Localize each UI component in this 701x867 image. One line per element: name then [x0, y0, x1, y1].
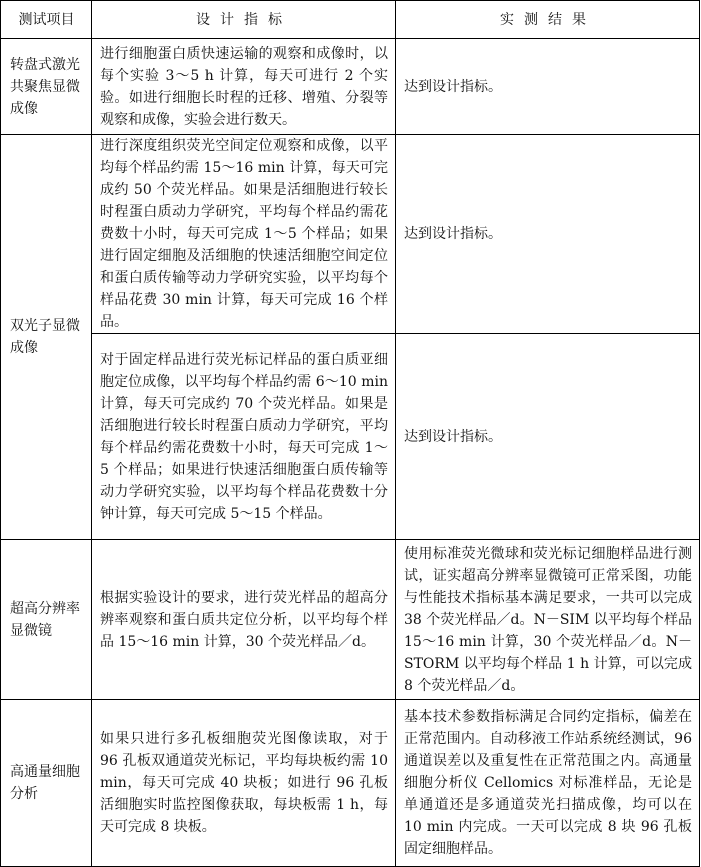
row-design-spec: 根据实验设计的要求，进行荧光样品的超高分辨率观察和蛋白质共定位分析，以平均每个样品 15～16 min 计算，30 个荧光样品／d。 [92, 540, 396, 700]
row-measured-result: 使用标准荧光微球和荧光标记细胞样品进行测试，证实超高分辨率显微镜可正常采图，功能与性能技术指标基本满足要求，一共可以完成 38 个荧光样品／d。N－SIM 以平均每个样品 15～16 min 计算，30 个荧光样品／d。N－STORM 以平均每个样品 1 h 计算，可以完成 8 个荧光样品／d。 [396, 540, 700, 700]
row-test-item: 超高分辨率显微镜 [1, 540, 92, 700]
table-row [1, 135, 700, 334]
row-measured-result: 达到设计指标。 [396, 334, 700, 540]
table-row [1, 334, 700, 540]
header-test-item: 测试项目 [1, 1, 92, 39]
row-test-item: 双光子显微成像 [1, 135, 92, 540]
row-test-item: 转盘式激光共聚焦显微成像 [1, 39, 92, 135]
row-design-spec: 如果只进行多孔板细胞荧光图像读取，对于 96 孔板双通道荧光标记，平均每块板约需 10 min，每天可完成 40 块板；如进行 96 孔板活细胞实时监控图像获取，每块板需 1 h，每天可完成 8 块板。 [92, 700, 396, 867]
row-design-spec: 对于固定样品进行荧光标记样品的蛋白质亚细胞定位成像，以平均每个样品约需 6～10 min 计算，每天可完成约 70 个荧光样品。如果是活细胞进行较长时程蛋白质动力学研究，平均每个样品约需花费数十小时，每天可完成 1～5 个样品；如果进行快速活细胞蛋白质传输等动力学研究实验，以平均每个样品花费数十分钟计算，每天可完成 5～15 个样品。 [92, 334, 396, 540]
header-design-spec: 设计指标 [92, 1, 396, 39]
row-test-item: 高通量细胞分析 [1, 700, 92, 867]
table-row [1, 540, 700, 700]
row-measured-result: 达到设计指标。 [396, 135, 700, 334]
header-measured-result: 实测结果 [396, 1, 700, 39]
table-row [1, 39, 700, 135]
row-design-spec: 进行细胞蛋白质快速运输的观察和成像时，以每个实验 3～5 h 计算，每天可进行 2 个实验。如进行细胞长时程的迁移、增殖、分裂等观察和成像，实验会进行数天。 [92, 39, 396, 135]
row-design-spec: 进行深度组织荧光空间定位观察和成像，以平均每个样品约需 15～16 min 计算，每天可完成约 50 个荧光样品。如果是活细胞进行较长时程蛋白质动力学研究，平均每个样品约需花费数十小时，每天可完成 1～5 个样品；如果进行固定细胞及活细胞的快速活细胞空间定位和蛋白质传输等动力学研究实验，以平均每个样品花费 30 min 计算，每天可完成 16 个样品。 [92, 135, 396, 334]
row-measured-result: 达到设计指标。 [396, 39, 700, 135]
row-measured-result: 基本技术参数指标满足合同约定指标，偏差在正常范围内。自动移液工作站系统经测试，96 通道误差以及重复性在正常范围之内。高通量细胞分析仪 Cellomics 对标准样品，无论是单通道还是多通道荧光扫描成像，均可以在 10 min 内完成。一天可以完成 8 块 96 孔板固定细胞样品。 [396, 700, 700, 867]
table-header-row [1, 1, 700, 39]
table-row [1, 700, 700, 867]
